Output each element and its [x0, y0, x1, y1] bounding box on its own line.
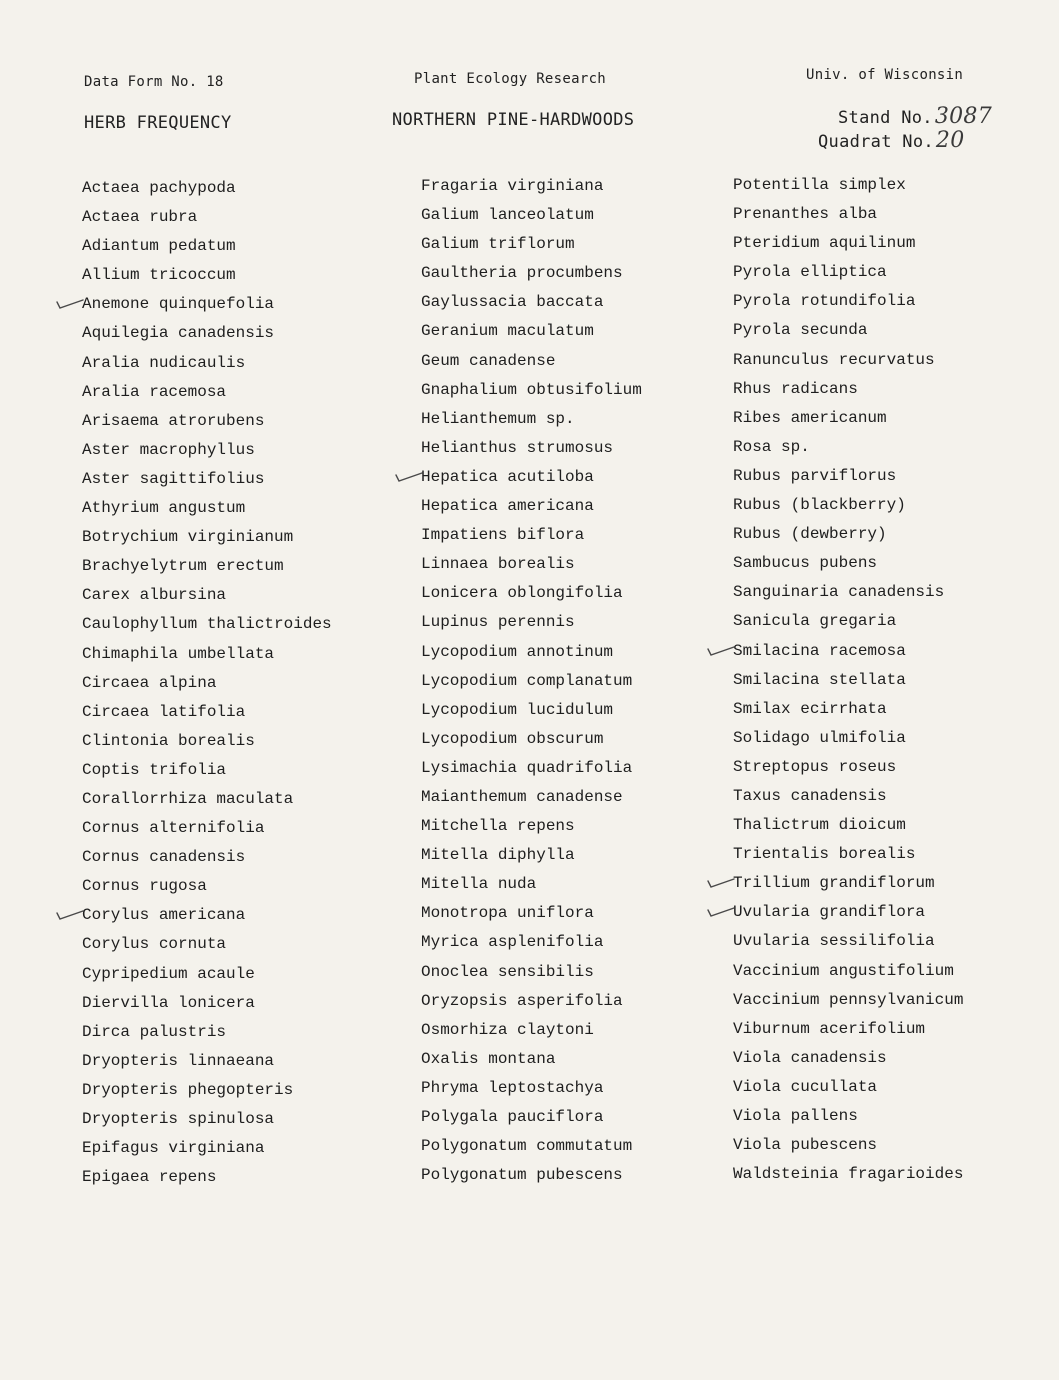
checkmark-icon: [395, 469, 423, 483]
species-name: Mitchella repens: [421, 817, 575, 836]
species-row: [733, 549, 963, 578]
species-name: Lycopodium annotinum: [421, 642, 614, 661]
species-name: Ranunculus recurvatus: [733, 350, 935, 369]
species-row: [82, 203, 332, 232]
species-row: [733, 229, 963, 258]
species-name: Allium tricoccum: [82, 266, 236, 285]
species-row: [733, 578, 963, 607]
species-row: [733, 1131, 963, 1160]
species-name: Helianthus strumosus: [421, 438, 614, 457]
species-row: [82, 960, 332, 989]
species-row: [421, 987, 642, 1016]
species-row: [82, 843, 332, 872]
species-row: [82, 669, 332, 698]
species-row: [733, 724, 963, 753]
species-row: [733, 1073, 963, 1102]
species-row: [421, 1161, 642, 1190]
species-name: Adiantum pedatum: [82, 237, 236, 256]
species-name: Prenanthes alba: [733, 205, 878, 224]
species-name: Lycopodium complanatum: [421, 671, 633, 690]
species-name: Oxalis montana: [421, 1049, 556, 1068]
species-name: Cypripedium acaule: [82, 964, 255, 983]
species-name: Galium lanceolatum: [421, 206, 594, 225]
species-name: Caulophyllum thalictroides: [82, 615, 332, 634]
quadrat-label: Quadrat No.: [818, 132, 934, 152]
species-row: [733, 462, 963, 491]
species-name: Thalictrum dioicum: [733, 816, 906, 835]
species-name: Arisaema atrorubens: [82, 411, 265, 430]
species-name: Mitella diphylla: [421, 846, 575, 865]
species-name: Actaea pachypoda: [82, 179, 236, 197]
species-row: [82, 814, 332, 843]
species-name: Aralia nudicaulis: [82, 353, 246, 372]
species-row: [733, 200, 963, 229]
species-row: [421, 492, 642, 521]
species-name: Lysimachia quadrifolia: [421, 758, 633, 777]
stand-value: 3087: [934, 104, 993, 129]
species-row: [733, 404, 963, 433]
species-row: [421, 288, 642, 317]
species-name: Rubus (dewberry): [733, 525, 887, 544]
community-title: NORTHERN PINE-HARDWOODS: [392, 110, 635, 130]
species-name: Smilacina stellata: [733, 670, 906, 689]
species-row: [733, 316, 963, 345]
species-name: Aralia racemosa: [82, 382, 227, 401]
species-row: [82, 319, 332, 348]
species-name: Corylus americana: [82, 906, 246, 925]
checkmark-icon: [56, 296, 84, 310]
species-row: [421, 230, 642, 259]
species-row: [82, 1076, 332, 1105]
species-name: Hepatica acutiloba: [421, 467, 594, 486]
species-row: [421, 521, 642, 550]
species-row: [82, 756, 332, 785]
species-row: [733, 840, 963, 869]
species-row: [82, 727, 332, 756]
species-name: Athyrium angustum: [82, 499, 246, 518]
species-row: [421, 1103, 642, 1132]
species-name: Streptopus roseus: [733, 757, 897, 776]
species-name: Circaea alpina: [82, 673, 217, 692]
species-name: Monotropa uniflora: [421, 904, 594, 923]
species-row: [421, 317, 642, 346]
species-row: [421, 841, 642, 870]
species-row: [733, 1044, 963, 1073]
species-row: [421, 376, 642, 405]
species-column-3: [733, 171, 963, 1189]
species-name: Dryopteris linnaeana: [82, 1051, 275, 1070]
species-name: Anemone quinquefolia: [82, 295, 275, 314]
species-row: [733, 782, 963, 811]
species-row: [733, 171, 963, 200]
species-name: Lonicera oblongifolia: [421, 584, 623, 603]
species-row: [82, 261, 332, 290]
checkmark-icon: [707, 904, 735, 918]
species-name: Coptis trifolia: [82, 760, 227, 779]
species-name: Solidago ulmifolia: [733, 728, 906, 747]
species-row: [421, 1045, 642, 1074]
species-name: Aster macrophyllus: [82, 440, 255, 459]
species-name: Maianthemum canadense: [421, 787, 623, 806]
species-row: [82, 989, 332, 1018]
species-row: [733, 753, 963, 782]
species-row: [82, 523, 332, 552]
species-name: Dryopteris spinulosa: [82, 1110, 275, 1128]
species-row: [733, 1160, 963, 1189]
species-name: Geum canadense: [421, 351, 556, 370]
species-name: Actaea rubra: [82, 208, 198, 227]
species-row: [82, 785, 332, 814]
species-name: Sambucus pubens: [733, 554, 878, 573]
species-name: Waldsteinia fragarioides: [733, 1165, 964, 1184]
species-name: Uvularia sessilifolia: [733, 932, 935, 951]
species-name: Chimaphila umbellata: [82, 644, 275, 663]
species-row: [733, 375, 963, 404]
species-name: Rosa sp.: [733, 437, 810, 456]
species-name: Rhus radicans: [733, 379, 858, 398]
species-name: Mitella nuda: [421, 875, 537, 894]
species-row: [421, 870, 642, 899]
species-name: Brachyelytrum erectum: [82, 557, 284, 576]
species-row: [82, 1018, 332, 1047]
species-name: Galium triflorum: [421, 235, 575, 254]
species-name: Epifagus virginiana: [82, 1139, 265, 1158]
species-row: [421, 434, 642, 463]
species-name: Myrica asplenifolia: [421, 933, 604, 952]
species-row: [82, 610, 332, 639]
org-label: Plant Ecology Research: [414, 71, 607, 87]
species-row: [421, 1016, 642, 1045]
species-name: Fragaria virginiana: [421, 177, 604, 195]
species-name: Hepatica americana: [421, 497, 594, 516]
species-row: [82, 1134, 332, 1163]
species-name: Rubus (blackberry): [733, 496, 906, 515]
species-row: [82, 465, 332, 494]
species-row: [421, 812, 642, 841]
species-row: [421, 638, 642, 667]
species-row: [82, 436, 332, 465]
species-name: Botrychium virginianum: [82, 528, 294, 547]
species-row: [82, 552, 332, 581]
quadrat-field: [818, 128, 965, 153]
species-name: Circaea latifolia: [82, 702, 246, 721]
species-row: [82, 1047, 332, 1076]
species-row: [733, 346, 963, 375]
species-row: [421, 463, 642, 492]
species-row: [421, 958, 642, 987]
species-name: Oryzopsis asperifolia: [421, 991, 623, 1010]
species-row: [82, 407, 332, 436]
species-name: Smilax ecirrhata: [733, 699, 887, 718]
species-row: [733, 986, 963, 1015]
species-row: [421, 550, 642, 579]
species-row: [421, 899, 642, 928]
species-name: Sanguinaria canadensis: [733, 583, 945, 602]
species-row: [733, 1015, 963, 1044]
species-name: Viola cucullata: [733, 1077, 878, 1096]
species-name: Polygonatum pubescens: [421, 1166, 623, 1185]
species-name: Trillium grandiflorum: [733, 874, 935, 893]
species-name: Ribes americanum: [733, 408, 887, 427]
species-name: Cornus canadensis: [82, 848, 246, 867]
species-row: [421, 928, 642, 957]
species-name: Polygala pauciflora: [421, 1108, 604, 1126]
stand-label: Stand No.: [838, 108, 933, 128]
species-row: [733, 433, 963, 462]
species-name: Uvularia grandiflora: [733, 903, 926, 922]
species-row: [421, 754, 642, 783]
species-row: [82, 349, 332, 378]
species-name: Pteridium aquilinum: [733, 234, 916, 253]
species-row: [733, 898, 963, 927]
species-name: Impatiens biflora: [421, 526, 585, 545]
species-name: Geranium maculatum: [421, 322, 594, 341]
species-row: [733, 607, 963, 636]
species-row: [733, 957, 963, 986]
species-name: Aster sagittifolius: [82, 469, 265, 488]
species-column-2: [421, 172, 642, 1190]
species-row: [82, 232, 332, 261]
species-name: Pyrola rotundifolia: [733, 292, 916, 311]
species-name: Vaccinium angustifolium: [733, 961, 954, 980]
species-row: [421, 696, 642, 725]
species-name: Helianthemum sp.: [421, 409, 575, 428]
species-row: [421, 608, 642, 637]
species-name: Taxus canadensis: [733, 786, 887, 805]
species-column-1: [82, 174, 332, 1192]
species-name: Dryopteris phegopteris: [82, 1080, 294, 1099]
species-name: Viola canadensis: [733, 1048, 887, 1067]
species-row: [82, 494, 332, 523]
species-name: Gaultheria procumbens: [421, 264, 623, 283]
species-name: Polygonatum commutatum: [421, 1137, 633, 1156]
species-row: [421, 347, 642, 376]
species-name: Epigaea repens: [82, 1168, 217, 1187]
species-row: [82, 901, 332, 930]
species-row: [733, 666, 963, 695]
species-name: Corylus cornuta: [82, 935, 227, 954]
form-title: HERB FREQUENCY: [84, 113, 232, 133]
species-name: Corallorrhiza maculata: [82, 789, 294, 808]
species-row: [733, 1102, 963, 1131]
species-row: [82, 174, 332, 203]
quadrat-value: 20: [935, 128, 965, 153]
species-row: [421, 783, 642, 812]
species-name: Lupinus perennis: [421, 613, 575, 632]
species-name: Diervilla lonicera: [82, 993, 255, 1012]
species-row: [82, 872, 332, 901]
species-row: [733, 869, 963, 898]
species-name: Trientalis borealis: [733, 845, 916, 864]
species-name: Aquilegia canadensis: [82, 324, 275, 343]
species-row: [82, 698, 332, 727]
checkmark-icon: [707, 643, 735, 657]
species-row: [82, 378, 332, 407]
species-row: [421, 172, 642, 201]
species-name: Phryma leptostachya: [421, 1078, 604, 1097]
species-name: Lycopodium lucidulum: [421, 700, 614, 719]
species-row: [733, 258, 963, 287]
species-row: [421, 259, 642, 288]
species-name: Linnaea borealis: [421, 555, 575, 574]
stand-field: [838, 104, 992, 129]
species-row: [421, 725, 642, 754]
species-name: Viola pallens: [733, 1107, 858, 1125]
species-row: [733, 287, 963, 316]
species-row: [82, 581, 332, 610]
species-row: [82, 930, 332, 959]
species-row: [421, 579, 642, 608]
species-row: [733, 520, 963, 549]
species-name: Cornus alternifolia: [82, 819, 265, 838]
species-name: Osmorhiza claytoni: [421, 1020, 594, 1039]
species-name: Carex albursina: [82, 586, 227, 605]
species-row: [82, 290, 332, 319]
species-row: [421, 201, 642, 230]
species-row: [421, 1074, 642, 1103]
checkmark-icon: [707, 875, 735, 889]
species-name: Potentilla simplex: [733, 176, 906, 194]
species-name: Pyrola secunda: [733, 321, 868, 340]
species-row: [733, 927, 963, 956]
species-name: Cornus rugosa: [82, 877, 207, 896]
species-name: Gaylussacia baccata: [421, 293, 604, 312]
species-name: Viburnum acerifolium: [733, 1019, 926, 1038]
checkmark-icon: [56, 907, 84, 921]
species-row: [421, 667, 642, 696]
species-row: [733, 695, 963, 724]
species-name: Gnaphalium obtusifolium: [421, 380, 642, 399]
species-name: Clintonia borealis: [82, 731, 255, 750]
university-label: Univ. of Wisconsin: [806, 67, 964, 83]
species-row: [421, 405, 642, 434]
species-row: [733, 811, 963, 840]
species-name: Sanicula gregaria: [733, 612, 897, 631]
species-row: [733, 637, 963, 666]
species-name: Dirca palustris: [82, 1022, 227, 1041]
species-name: Pyrola elliptica: [733, 263, 887, 282]
species-row: [82, 1163, 332, 1192]
form-number-label: Data Form No. 18: [84, 74, 224, 90]
species-name: Rubus parviflorus: [733, 466, 897, 485]
species-row: [82, 1105, 332, 1134]
species-name: Lycopodium obscurum: [421, 729, 604, 748]
species-name: Onoclea sensibilis: [421, 962, 594, 981]
species-row: [733, 491, 963, 520]
species-row: [421, 1132, 642, 1161]
species-name: Smilacina racemosa: [733, 641, 906, 660]
species-row: [82, 640, 332, 669]
species-name: Vaccinium pennsylvanicum: [733, 990, 964, 1009]
species-name: Viola pubescens: [733, 1136, 878, 1155]
